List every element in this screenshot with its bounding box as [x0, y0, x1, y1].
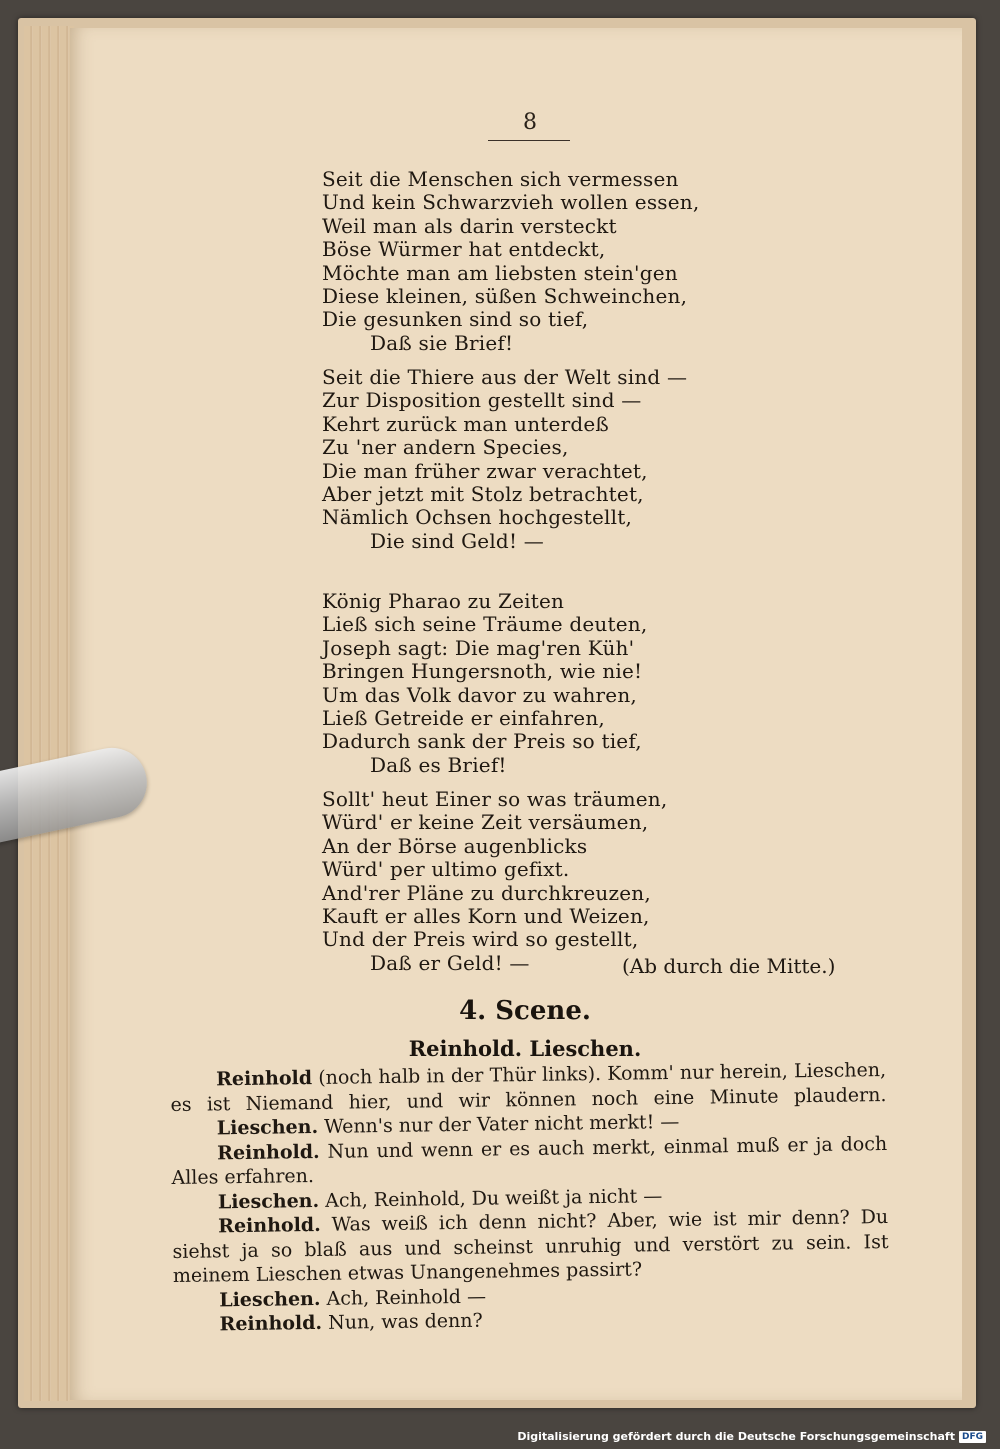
verse-line: Sollt' heut Einer so was träumen,: [322, 787, 668, 811]
dialogue-text: (noch halb in der Thür links). Komm' nur herein, Lieschen,: [311, 1059, 887, 1090]
dialogue-text: siehst ja so blaß aus und scheinst unruhig und verstört zu sein. Ist: [172, 1230, 889, 1263]
verse-refrain: Daß es Brief!: [370, 752, 507, 777]
verse-line: Würd' er keine Zeit versäumen,: [322, 810, 649, 835]
speaker-name: Reinhold.: [217, 1140, 320, 1164]
verse-line: Weil man als darin versteckt: [322, 213, 617, 238]
verse-refrain: Daß er Geld! —: [370, 950, 530, 975]
stage-direction: (Ab durch die Mitte.): [622, 954, 836, 978]
dialogue-text: meinem Lieschen etwas Unangenehmes passirt?: [172, 1258, 643, 1287]
verse-line: Seit die Menschen sich vermessen: [322, 167, 679, 191]
verse-line: Joseph sagt: Die mag'ren Küh': [322, 635, 635, 660]
footer-text: Digitalisierung gefördert durch die Deutsche Forschungsgemeinschaft: [517, 1430, 955, 1443]
scene-characters: Reinhold. Lieschen.: [408, 1036, 642, 1061]
scene-title: 4. Scene.: [459, 996, 591, 1026]
verse-line: Zur Disposition gestellt sind —: [322, 388, 642, 413]
dialogue-text: Nun und wenn er es auch merkt, einmal muß er ja doch: [319, 1132, 888, 1163]
verse-line: Und der Preis wird so gestellt,: [322, 927, 639, 952]
verse-line: Kauft er alles Korn und Weizen,: [322, 904, 650, 929]
verse-line: Böse Würmer hat entdeckt,: [322, 237, 606, 262]
page-edges: [24, 26, 74, 1401]
verse-line: König Pharao zu Zeiten: [322, 589, 565, 613]
dialogue-text: Alles erfahren.: [171, 1165, 315, 1189]
verse-line: Seit die Thiere aus der Welt sind —: [322, 365, 688, 389]
verse-line: Diese kleinen, süßen Schweinchen,: [322, 284, 688, 309]
dialogue-text: Ach, Reinhold, Du weißt ja nicht —: [318, 1184, 663, 1212]
dialogue-text: Was weiß ich denn nicht? Aber, wie ist mir denn? Du: [320, 1205, 889, 1236]
verse-line: Möchte man am liebsten stein'gen: [322, 260, 678, 285]
verse-line: Und kein Schwarzvieh wollen essen,: [322, 190, 700, 215]
speaker-name: Reinhold.: [219, 1311, 323, 1336]
dialogue-text: Wenn's nur der Vater nicht merkt! —: [317, 1110, 680, 1138]
dialogue-block: [170, 1058, 890, 1337]
verse-line: An der Börse augenblicks: [322, 833, 588, 858]
stanza-2: [322, 366, 687, 553]
verse-line: Bringen Hungersnoth, wie nie!: [322, 659, 643, 684]
dialogue-text: es ist Niemand hier, und wir können noch eine Minute plaudern.: [170, 1083, 887, 1116]
dialogue-text: Ach, Reinhold —: [320, 1285, 487, 1310]
verse-line: Die gesunken sind so tief,: [322, 307, 589, 332]
dfg-logo-icon: DFG: [959, 1431, 986, 1443]
verse-line: Aber jetzt mit Stolz betrachtet,: [322, 482, 644, 507]
verse-line: Nämlich Ochsen hochgestellt,: [322, 505, 633, 530]
speaker-name: Reinhold: [216, 1067, 313, 1091]
verse-line: And'rer Pläne zu durchkreuzen,: [322, 880, 651, 905]
verse-line: Ließ sich seine Träume deuten,: [322, 612, 648, 637]
stanza-3: [322, 590, 647, 777]
verse-refrain: Daß sie Brief!: [370, 330, 514, 355]
stanza-4: [322, 788, 667, 975]
dialogue-text: Nun, was denn?: [321, 1309, 483, 1334]
verse-line: Um das Volk davor zu wahren,: [322, 682, 637, 707]
page-number: 8: [523, 110, 537, 135]
verse-line: Kehrt zurück man unterdeß: [322, 411, 609, 436]
verse-line: Dadurch sank der Preis so tief,: [322, 729, 642, 754]
speaker-name: Lieschen.: [216, 1115, 319, 1140]
footer-credit: [517, 1430, 986, 1443]
stanza-1: [322, 168, 699, 355]
speaker-name: Lieschen.: [217, 1189, 320, 1213]
verse-line: Zu 'ner andern Species,: [322, 435, 569, 460]
verse-line: Die man früher zwar verachtet,: [322, 458, 648, 483]
verse-refrain: Die sind Geld! —: [370, 528, 544, 553]
speaker-name: Reinhold.: [218, 1213, 321, 1238]
verse-line: Ließ Getreide er einfahren,: [322, 706, 605, 731]
speaker-name: Lieschen.: [219, 1287, 321, 1311]
page-number-rule: [488, 140, 570, 141]
verse-line: Würd' per ultimo gefixt.: [322, 857, 570, 882]
